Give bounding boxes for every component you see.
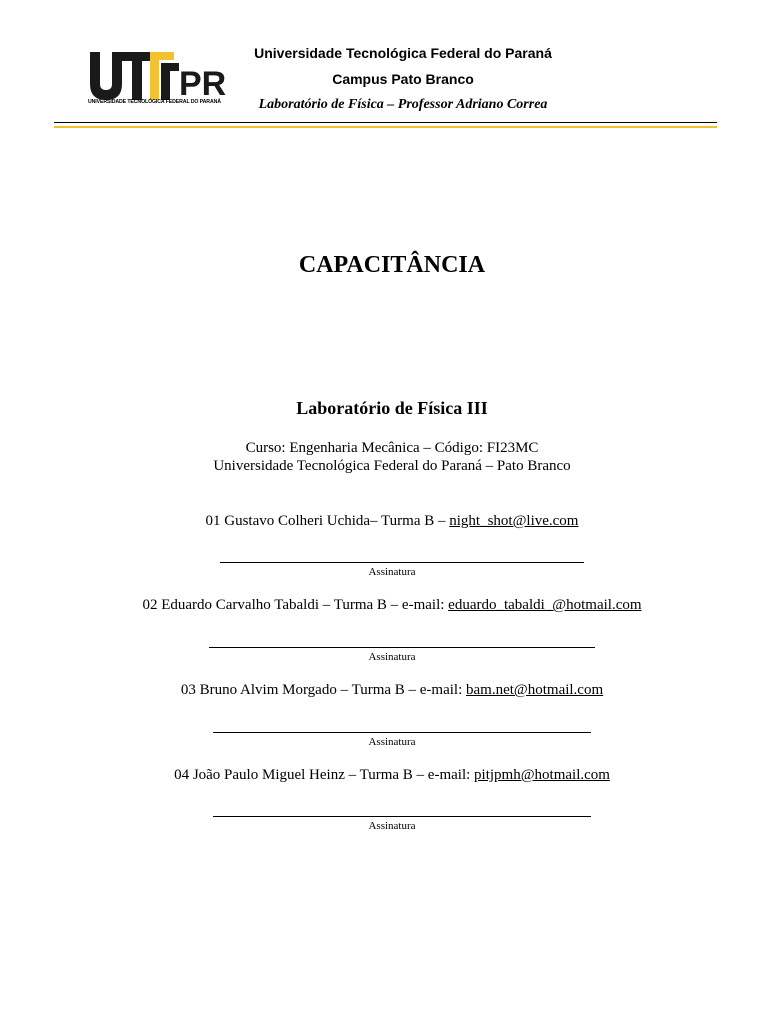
- logo-pr-text: PR: [179, 65, 227, 100]
- header-rule-gold: [54, 126, 717, 128]
- member-1-text: 01 Gustavo Colheri Uchida– Turma B –: [205, 513, 450, 529]
- member-1: [0, 513, 768, 530]
- member-2-email[interactable]: eduardo_tabaldi_@hotmail.com: [448, 597, 642, 613]
- signature-line-1: [220, 562, 584, 563]
- signature-label-3: Assinatura: [368, 736, 416, 748]
- member-4-email[interactable]: pitjpmh@hotmail.com: [474, 767, 610, 783]
- university-line: Universidade Tecnológica Federal do Paraná – Pato Branco: [213, 458, 571, 474]
- signature-line-2: [209, 647, 595, 648]
- signature-label-4: Assinatura: [368, 820, 416, 832]
- header-lab-professor: Laboratório de Física – Professor Adriano Correa: [258, 97, 548, 112]
- signature-label-2: Assinatura: [368, 651, 416, 663]
- member-2-text: 02 Eduardo Carvalho Tabaldi – Turma B – e-mail:: [142, 597, 449, 613]
- utfpr-logo: [88, 50, 228, 108]
- member-3-email[interactable]: bam.net@hotmail.com: [466, 682, 604, 698]
- header-campus: Campus Pato Branco: [332, 71, 474, 87]
- member-4: [0, 767, 768, 784]
- signature-line-4: [213, 816, 591, 817]
- member-4-text: 04 João Paulo Miguel Heinz – Turma B – e-mail:: [174, 767, 475, 783]
- signature-label-1: Assinatura: [368, 566, 416, 578]
- member-1-email[interactable]: night_shot@live.com: [449, 513, 579, 529]
- document-title: CAPACITÂNCIA: [298, 252, 486, 278]
- header-university: Universidade Tecnológica Federal do Paraná: [254, 45, 552, 61]
- member-3: [0, 682, 768, 699]
- logo-caption: UNIVERSIDADE TECNOLÓGICA FEDERAL DO PARANÁ: [88, 99, 221, 105]
- header-rule-black: [54, 122, 717, 123]
- member-2: [0, 597, 768, 614]
- member-3-text: 03 Bruno Alvim Morgado – Turma B – e-mail:: [180, 682, 467, 698]
- course-line: Curso: Engenharia Mecânica – Código: FI23MC: [245, 440, 539, 456]
- signature-line-3: [213, 732, 591, 733]
- document-subtitle: Laboratório de Física III: [296, 398, 488, 418]
